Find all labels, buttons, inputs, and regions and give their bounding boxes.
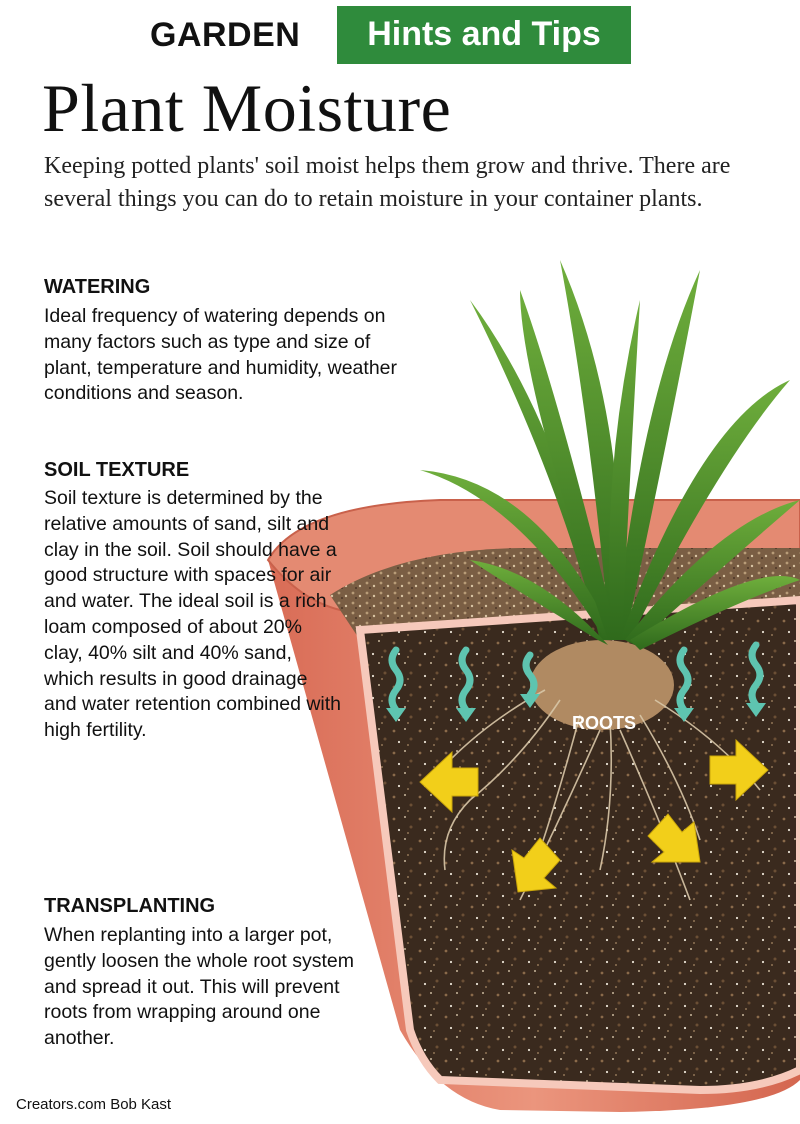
- section-heading-soil-texture: SOIL TEXTURE: [44, 459, 190, 481]
- header-badge: [337, 6, 631, 64]
- header-label: GARDEN: [150, 16, 301, 54]
- section-body-transplanting: When replanting into a larger pot, gently loosen the whole root system and spread it out. This will prevent roots from wrapping around one another.: [44, 924, 355, 1050]
- header: [0, 6, 800, 64]
- roots-label: ROOTS: [572, 713, 637, 733]
- credit-line: Creators.com Bob Kast: [16, 1096, 172, 1113]
- section-heading-watering: WATERING: [44, 276, 151, 298]
- page-title: Plant Moisture: [42, 70, 452, 146]
- intro-text: Keeping potted plants' soil moist helps them grow and thrive. There are several things you can do to retain moisture in your container plants.: [44, 153, 731, 212]
- section-body-soil-texture: Soil texture is determined by the relative amounts of sand, silt and clay in the soil. Soil should have a good structure with spaces for air and water. The ideal soil is a rich loam composed of about 20% clay, 40% silt and 40% sand, which results in good drainage and water retention combined with high fertility.: [44, 487, 342, 742]
- section-body-watering: Ideal frequency of watering depends on many factors such as type and size of plant, temperature and humidity, weather conditions and season.: [44, 305, 397, 405]
- header-badge-text: Hints and Tips: [367, 15, 601, 53]
- section-heading-transplanting: TRANSPLANTING: [44, 895, 216, 917]
